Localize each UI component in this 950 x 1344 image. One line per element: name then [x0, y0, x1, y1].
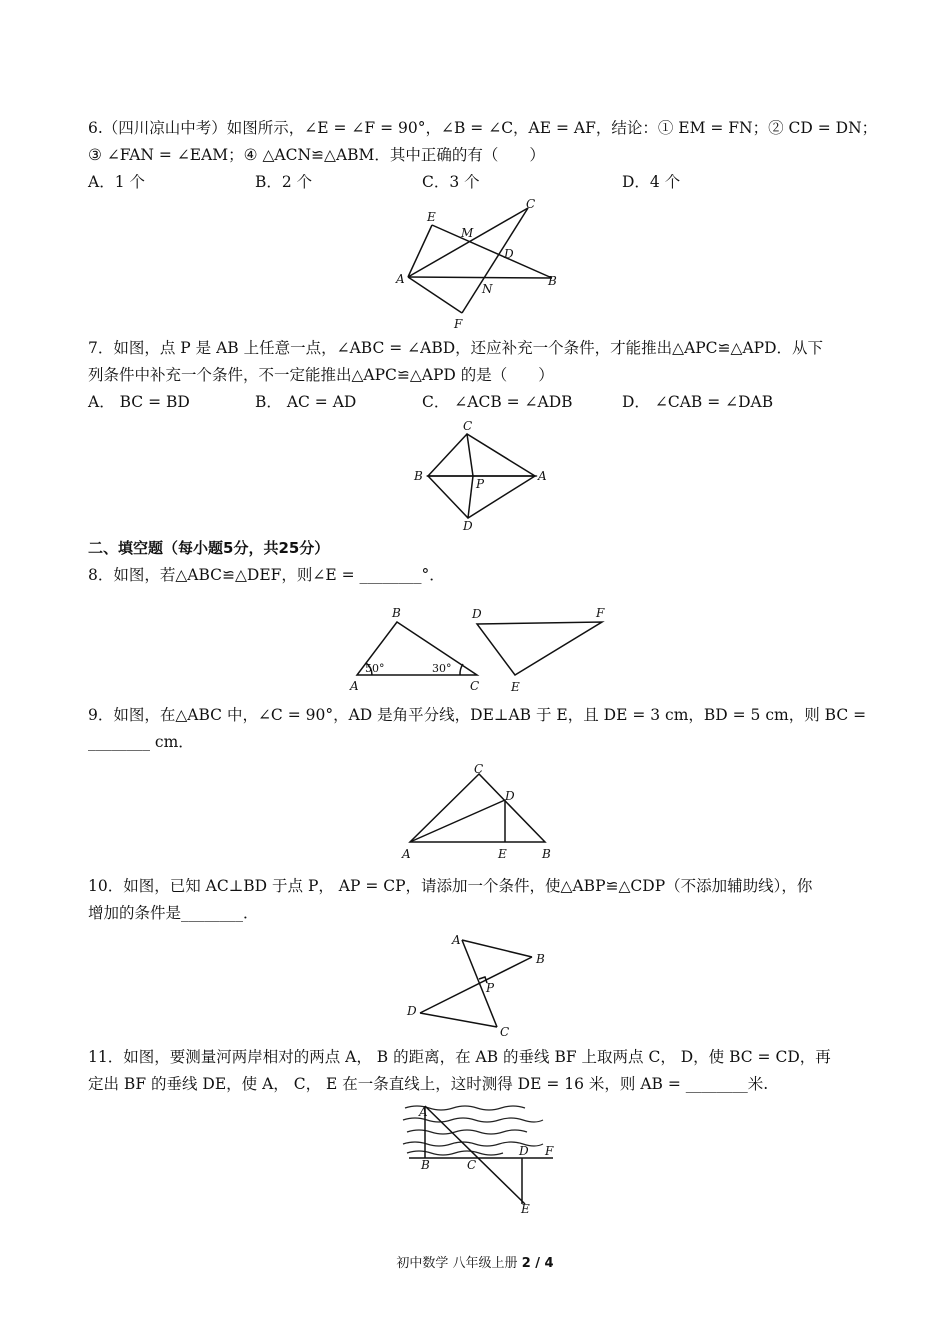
q10-label-c: C	[500, 1025, 510, 1039]
q6-label-b: B	[548, 274, 557, 288]
q9-line-1: 9．如图，在△ABC 中，∠C = 90°，AD 是角平分线，DE⊥AB 于 E，且 DE = 3 cm，BD = 5 cm，则 BC =	[88, 706, 867, 724]
q11-label-b: B	[421, 1158, 430, 1172]
q7-option-b: B． AC = AD	[255, 393, 357, 411]
q9-label-e: E	[498, 847, 507, 861]
q8-label-b: B	[392, 606, 401, 620]
q8-figure	[340, 600, 620, 695]
q7-option-d: D． ∠CAB = ∠DAB	[622, 393, 774, 411]
q8-angle-30: 30°	[432, 662, 452, 675]
q11-line-1: 11．如图，要测量河两岸相对的两点 A， B 的距离，在 AB 的垂线 BF 上取两点 C， D，使 BC = CD，再	[88, 1048, 831, 1066]
q8-angle-50: 50°	[365, 662, 385, 675]
q6-label-e: E	[427, 210, 436, 224]
q7-line-2: 列条件中补充一个条件，不一定能推出△APC≌△APD 的是（ ）	[88, 366, 554, 384]
q6-label-a: A	[396, 272, 405, 286]
q7-option-a: A． BC = BD	[88, 393, 190, 411]
q10-label-a: A	[452, 933, 461, 947]
q9-label-c: C	[474, 762, 484, 776]
q6-label-d: D	[504, 247, 514, 261]
q11-label-a: A	[419, 1105, 428, 1119]
q6-label-n: N	[482, 282, 493, 296]
footer-course: 初中数学 八年级上册	[396, 1256, 522, 1271]
q11-label-d: D	[519, 1144, 529, 1158]
q8-label-c: C	[470, 679, 480, 693]
page-number: 2 / 4	[521, 1256, 554, 1271]
q9-label-d: D	[505, 789, 515, 803]
q7-line-1: 7．如图，点 P 是 AB 上任意一点，∠ABC = ∠ABD，还应补充一个条件，才能推出△APC≌△APD．从下	[88, 339, 824, 357]
q11-label-f: F	[545, 1144, 554, 1158]
q6-label-c: C	[526, 197, 536, 211]
q9-label-a: A	[402, 847, 411, 861]
q7-label-d: D	[463, 519, 473, 533]
q6-option-d: D．4 个	[622, 173, 681, 191]
q6-label-f: F	[454, 317, 463, 331]
q9-label-b: B	[542, 847, 551, 861]
q7-label-b: B	[414, 469, 423, 483]
q10-label-b: B	[536, 952, 545, 966]
q11-label-e: E	[521, 1202, 530, 1216]
q9-figure	[395, 760, 565, 865]
q7-option-c: C． ∠ACB = ∠ADB	[422, 393, 573, 411]
q8-label-f: F	[596, 606, 605, 620]
q10-line-1: 10．如图，已知 AC⊥BD 于点 P， AP = CP，请添加一个条件，使△ABP≌△CDP（不添加辅助线），你	[88, 877, 813, 895]
q6-line-1: 6.（四川凉山中考）如图所示，∠E = ∠F = 90°，∠B = ∠C，AE = AF，结论：① EM = FN；② CD = DN；	[88, 119, 878, 137]
q11-figure	[395, 1098, 565, 1218]
q7-label-c: C	[463, 419, 473, 433]
q6-option-c: C．3 个	[422, 173, 480, 191]
q8-label-d: D	[472, 607, 482, 621]
page-footer	[0, 1252, 950, 1271]
q10-label-d: D	[407, 1004, 417, 1018]
q11-line-2: 定出 BF 的垂线 DE，使 A， C， E 在一条直线上，这时测得 DE = 16 米，则 AB = ________米.	[88, 1075, 769, 1093]
q8-label-e: E	[511, 680, 520, 694]
q10-label-p: P	[486, 981, 495, 995]
q6-figure	[390, 195, 570, 335]
q8-line-1: 8．如图，若△ABC≌△DEF，则∠E = ________°．	[88, 566, 445, 584]
section-2-heading: 二、填空题（每小题5分，共25分）	[88, 539, 330, 557]
q10-line-2: 增加的条件是________．	[88, 904, 259, 922]
q6-label-m: M	[461, 226, 474, 240]
q7-label-p: P	[476, 477, 485, 491]
q9-line-2: ________ cm．	[88, 733, 194, 751]
q7-label-a: A	[538, 469, 547, 483]
q8-label-a: A	[350, 679, 359, 693]
q10-figure	[400, 930, 555, 1040]
q6-line-2: ③ ∠FAN = ∠EAM；④ △ACN≌△ABM．其中正确的有（ ）	[88, 146, 545, 164]
q6-option-a: A．1 个	[88, 173, 145, 191]
q6-option-b: B．2 个	[255, 173, 313, 191]
q7-figure	[410, 418, 560, 536]
q11-label-c: C	[467, 1158, 477, 1172]
